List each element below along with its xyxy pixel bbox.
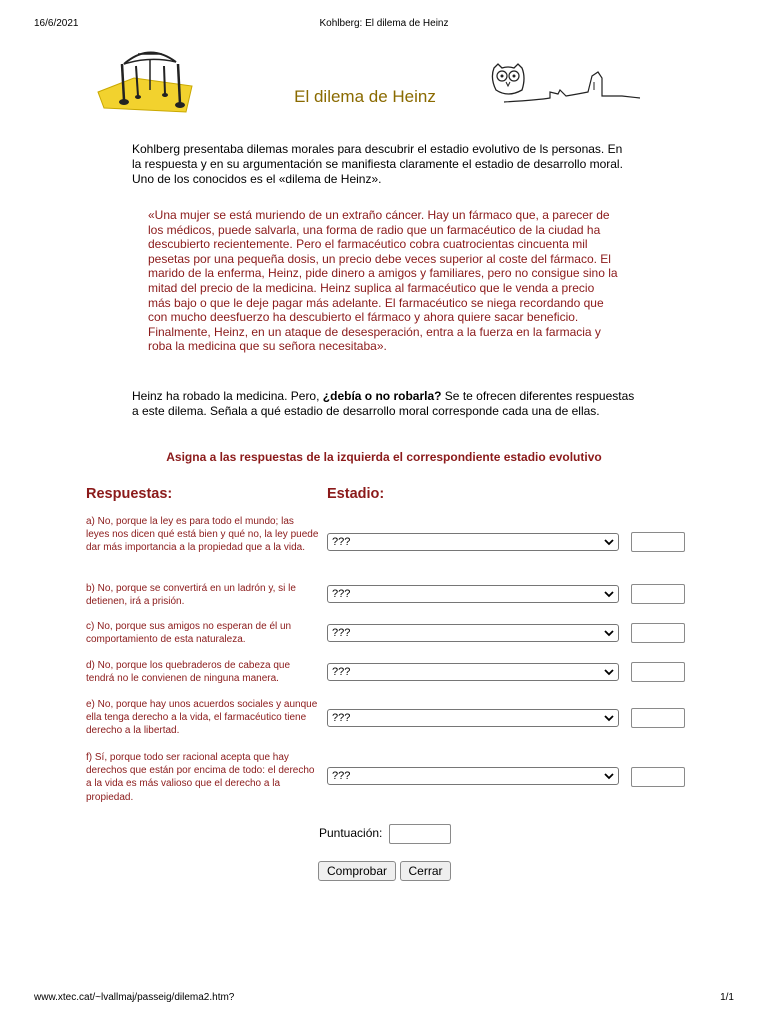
chevron-down-icon [604,590,614,598]
question-before: Heinz ha robado la medicina. Pero, [132,389,323,403]
stage-heading: Estadio: [327,486,385,502]
score-input-d[interactable] [631,662,685,682]
stage-select-e[interactable] [327,709,619,727]
answer-a: a) No, porque la ley es para todo el mundo; las leyes nos dicen qué está bien y qué no, la ley puede dar más importancia a la propiedad que a la vida. [86,516,319,554]
stage-select-value: ??? [332,770,351,782]
stage-select-d[interactable] [327,663,619,681]
print-title: Kohlberg: El dilema de Heinz [319,18,449,29]
check-button[interactable]: Comprobar [318,861,396,881]
print-page-count: 1/1 [720,992,734,1003]
stage-select-a[interactable] [327,533,619,551]
stage-select-value: ??? [332,627,351,639]
stage-select-value: ??? [332,536,351,548]
dilemma-quote: «Una mujer se está muriendo de un extraño cáncer. Hay un fármaco que, a parecer de los médicos, puede salvarla, una forma de radio que un farmacéutico de la ciudad ha descubierto recientemente. Pero el farmacéutico cobra cuatrocientas cincuenta mil pesetas por una pequeña dosis, un precio debe veces superior al coste del fármaco. El marido de la enferma, Heinz, pide dinero a amigos y familiares, pero no consigue sino la mitad del precio de la medicina. Heinz suplica al farmacéutico que le venda a precio más bajo o que le deje pagar más adelante. El farmacéutico se niega recordando que con mucho deesfuerzo ha descubierto el fármaco y ahora quiere sacar beneficio. Finalmente, Heinz, en un ataque de desesperación, entra a la fuerza en la farmacia y roba la medicina que su señora necesitaba». [148,208,618,354]
close-button[interactable]: Cerrar [400,861,451,881]
chevron-down-icon [604,538,614,546]
print-url: www.xtec.cat/~lvallmaj/passeig/dilema2.htm? [34,992,235,1003]
instruction: Asigna a las respuestas de la izquierda el correspondiente estadio evolutivo [166,450,602,464]
score-input-b[interactable] [631,584,685,604]
score-input-f[interactable] [631,767,685,787]
stage-select-value: ??? [332,666,351,678]
chevron-down-icon [604,772,614,780]
score-input-a[interactable] [631,532,685,552]
question-bold: ¿debía o no robarla? [322,389,442,403]
answer-f: f) Sí, porque todo ser racional acepta que hay derechos que están por encima de todo: el derecho a la vida es más valioso que el derecho a la propiedad. [86,752,315,803]
stage-select-f[interactable] [327,767,619,785]
score-input-e[interactable] [631,708,685,728]
answer-c: c) No, porque sus amigos no esperan de él un comportamiento de esta naturaleza. [86,621,292,646]
responses-heading: Respuestas: [86,486,173,502]
print-date: 16/6/2021 [34,18,79,29]
score-input-c[interactable] [631,623,685,643]
stage-select-value: ??? [332,712,351,724]
intro-text: Kohlberg presentaba dilemas morales para descubrir el estadio evolutivo de ls personas. En la respuesta y en su argumentación se manifiesta claramente el estadio de desarrollo moral. Uno de los conocidos es el «dilema de Heinz». [132,142,623,186]
puntuacion-label: Puntuación: [319,826,383,840]
chevron-down-icon [604,668,614,676]
chevron-down-icon [604,714,614,722]
question-text [132,389,642,419]
answer-e: e) No, porque hay unos acuerdos sociales y aunque ella tenga derecho a la vida, el farmacéutico tiene derecho a la libertad. [86,699,318,737]
stage-select-b[interactable] [327,585,619,603]
puntuacion-input[interactable] [389,824,451,844]
question-after: Se te ofrecen diferentes respuestas a este dilema. Señala a qué estadio de desarrollo moral corresponde cada una de ellas. [132,389,635,418]
answer-b: b) No, porque se convertirá en un ladrón y, si le detienen, irá a prisión. [86,583,296,608]
stage-select-value: ??? [332,588,351,600]
answer-d: d) No, porque los quebraderos de cabeza que tendrá no le convienen de ninguna manera. [86,660,291,685]
stage-select-c[interactable] [327,624,619,642]
page-title: El dilema de Heinz [294,87,436,107]
chevron-down-icon [604,629,614,637]
